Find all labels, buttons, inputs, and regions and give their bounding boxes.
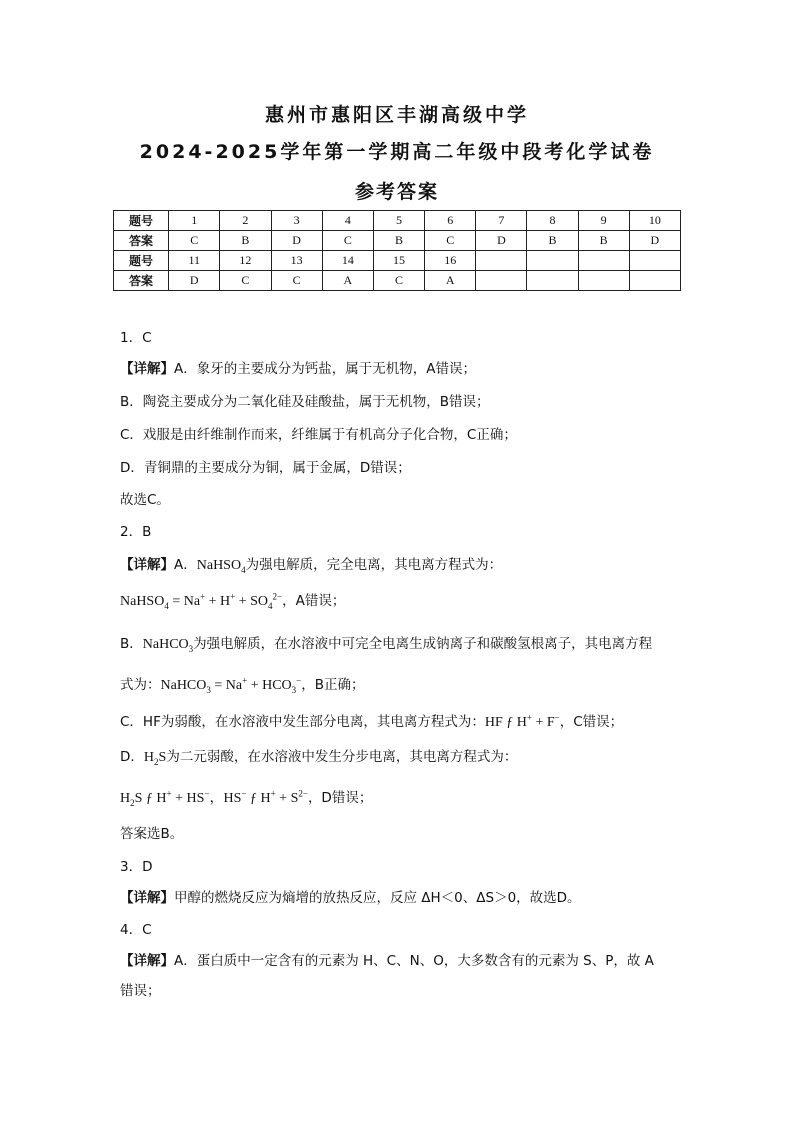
- table-cell: D: [476, 231, 527, 251]
- q2-option-b: [120, 632, 652, 654]
- q2-option-a: [120, 553, 502, 575]
- formula-sub: 2: [154, 756, 159, 767]
- formula-sup: +: [166, 788, 172, 799]
- q1-option-c: C．戏服是由纤维制作而来，纤维属于有机高分子化合物，C正确；: [120, 427, 517, 443]
- formula-sup: 2−: [298, 788, 308, 799]
- row-header: 答案: [114, 231, 169, 251]
- table-row-question-1-10: [114, 211, 681, 231]
- formula-sup: +: [230, 591, 236, 602]
- formula-sup: +: [200, 591, 206, 602]
- table-cell: 6: [425, 211, 476, 231]
- table-cell: B: [578, 231, 629, 251]
- chem-formula: [143, 637, 193, 652]
- answer-subtitle: 参考答案: [354, 181, 439, 203]
- formula-sup: +: [526, 712, 532, 723]
- table-cell: 7: [476, 211, 527, 231]
- formula-text: S: [158, 750, 167, 765]
- formula-text: H: [143, 750, 155, 765]
- table-cell: 1: [169, 211, 220, 231]
- table-cell: C: [322, 231, 373, 251]
- formula-text: HF ƒ H: [484, 715, 527, 730]
- table-row-answer-11-16: [114, 271, 681, 291]
- table-cell: B: [527, 231, 578, 251]
- formula-sup: −: [204, 788, 210, 799]
- table-cell: [578, 251, 629, 271]
- table-cell: 9: [578, 211, 629, 231]
- table-cell: B: [373, 231, 424, 251]
- formula-text: NaHCO: [142, 637, 189, 652]
- formula-text: ƒ H: [246, 791, 271, 806]
- formula-text: NaHCO: [160, 678, 207, 693]
- school-title: 惠州市惠阳区丰湖高级中学: [264, 104, 529, 126]
- verdict: ，D错误；: [307, 790, 373, 806]
- table-cell: [527, 271, 578, 291]
- q3-explanation: [120, 886, 581, 906]
- formula-text: ，HS: [209, 791, 242, 806]
- formula-sup: 2−: [272, 591, 283, 602]
- formula-sup: +: [270, 788, 276, 799]
- q2-option-c: [120, 710, 623, 731]
- table-cell: D: [271, 231, 322, 251]
- table-cell: A: [425, 271, 476, 291]
- q1-heading: 1．C: [120, 330, 152, 346]
- formula-text: NaHSO: [120, 594, 165, 609]
- table-cell: [629, 251, 680, 271]
- formula-text: + SO: [235, 594, 269, 609]
- table-cell: 15: [373, 251, 424, 271]
- q2-option-d: [120, 745, 517, 767]
- q1-option-a: [120, 357, 476, 377]
- table-cell: [527, 251, 578, 271]
- table-cell: 16: [425, 251, 476, 271]
- formula-sub: 4: [268, 600, 273, 611]
- table-row-question-11-16: [114, 251, 681, 271]
- table-cell: D: [629, 231, 680, 251]
- explanation-tag: 【详解】: [120, 953, 174, 969]
- table-cell: 10: [629, 211, 680, 231]
- formula-text: H: [120, 791, 131, 806]
- q2-option-b-text: 为强电解质，在水溶液中可完全电离生成钠离子和碳酸氢根离子，其电离方程: [193, 636, 653, 652]
- row-header: 答案: [114, 271, 169, 291]
- option-prefix: B．: [120, 636, 143, 652]
- formula-text: = Na: [210, 678, 243, 693]
- formula-sup: −: [241, 788, 247, 799]
- table-cell: 11: [169, 251, 220, 271]
- formula-text: S ƒ H: [134, 791, 167, 806]
- table-cell: C: [220, 271, 271, 291]
- row-header: 题号: [114, 211, 169, 231]
- table-cell: C: [271, 271, 322, 291]
- q4-option-a-text: A．蛋白质中一定含有的元素为 H、C、N、O，大多数含有的元素为 S、P，故 A: [174, 953, 654, 969]
- exam-title: 2024-2025学年第一学期高二年级中段考化学试卷: [139, 141, 655, 163]
- q2-option-a-text: 为强电解质，完全电离，其电离方程式为：: [245, 557, 503, 573]
- formula-sub: 3: [206, 684, 211, 695]
- formula-sub: 3: [188, 643, 194, 654]
- formula-text: + H: [205, 594, 231, 609]
- q2-option-c-text: C．HF为弱酸，在水溶液中发生部分电离，其电离方程式为：: [120, 714, 485, 730]
- table-cell: B: [220, 231, 271, 251]
- q2-option-d-text: 为二元弱酸，在水溶液中发生分步电离，其电离方程式为：: [166, 749, 518, 765]
- q3-explanation-text: 甲醇的燃烧反应为熵增的放热反应，反应 ΔH＜0、ΔS＞0，故选D。: [174, 890, 581, 906]
- table-cell: 2: [220, 211, 271, 231]
- q1-conclusion: 故选C。: [120, 492, 170, 508]
- ionization-equation: [484, 712, 560, 730]
- formula-sub: 2: [130, 797, 135, 808]
- formula-sub: 4: [241, 564, 246, 575]
- q2-conclusion: 答案选B。: [120, 826, 184, 842]
- answer-table: [113, 210, 681, 291]
- formula-sup: −: [554, 712, 560, 723]
- table-cell: 8: [527, 211, 578, 231]
- q2-equation-a: [120, 589, 345, 611]
- explanation-tag: 【详解】: [120, 557, 174, 573]
- table-cell: [578, 271, 629, 291]
- ionization-equation: [120, 591, 283, 611]
- table-cell: 4: [322, 211, 373, 231]
- verdict: ，B正确；: [301, 677, 365, 693]
- formula-sup: +: [242, 675, 248, 686]
- q1-option-d: D．青铜鼎的主要成分为铜，属于金属，D错误；: [120, 460, 411, 476]
- formula-text: = Na: [168, 594, 201, 609]
- table-row-answer-1-10: [114, 231, 681, 251]
- q4-heading: 4．C: [120, 922, 152, 938]
- table-cell: [476, 271, 527, 291]
- table-cell: A: [322, 271, 373, 291]
- table-cell: C: [373, 271, 424, 291]
- formula-sup: −: [296, 675, 302, 686]
- verdict: ，C错误；: [559, 714, 624, 730]
- q2-equation-d: [120, 786, 372, 808]
- table-cell: D: [169, 271, 220, 291]
- explanation-tag: 【详解】: [120, 361, 174, 377]
- chem-formula: [197, 558, 246, 573]
- formula-text: NaHSO: [196, 558, 242, 573]
- option-prefix: A．: [174, 557, 197, 573]
- option-prefix: D．: [120, 749, 144, 765]
- formula-sub: 4: [164, 600, 169, 611]
- verdict: ，A错误；: [282, 593, 346, 609]
- ionization-equation: [160, 675, 302, 695]
- continuation-text: 式为：: [120, 677, 161, 693]
- table-cell: [476, 251, 527, 271]
- explanation-tag: 【详解】: [120, 890, 174, 906]
- formula-text: + HCO: [247, 678, 292, 693]
- q2-equation-b: [120, 673, 365, 695]
- table-cell: [629, 271, 680, 291]
- q1-option-a-text: A．象牙的主要成分为钙盐，属于无机物，A错误；: [174, 361, 476, 377]
- q3-heading: 3．D: [120, 859, 153, 875]
- q2-heading: 2．B: [120, 524, 152, 540]
- table-cell: 12: [220, 251, 271, 271]
- chem-formula: [144, 750, 166, 765]
- formula-text: + S: [275, 791, 299, 806]
- table-cell: C: [169, 231, 220, 251]
- formula-text: + F: [531, 715, 555, 730]
- formula-text: + HS: [171, 791, 205, 806]
- q4-option-a: [120, 949, 654, 969]
- table-cell: 5: [373, 211, 424, 231]
- table-cell: 13: [271, 251, 322, 271]
- ionization-equation: [120, 788, 308, 808]
- formula-sub: 3: [291, 684, 297, 695]
- q4-option-a-cont: 错误；: [120, 983, 161, 999]
- table-cell: C: [425, 231, 476, 251]
- q1-option-b: B．陶瓷主要成分为二氧化硅及硅酸盐，属于无机物，B错误；: [120, 394, 490, 410]
- table-cell: 14: [322, 251, 373, 271]
- row-header: 题号: [114, 251, 169, 271]
- table-cell: 3: [271, 211, 322, 231]
